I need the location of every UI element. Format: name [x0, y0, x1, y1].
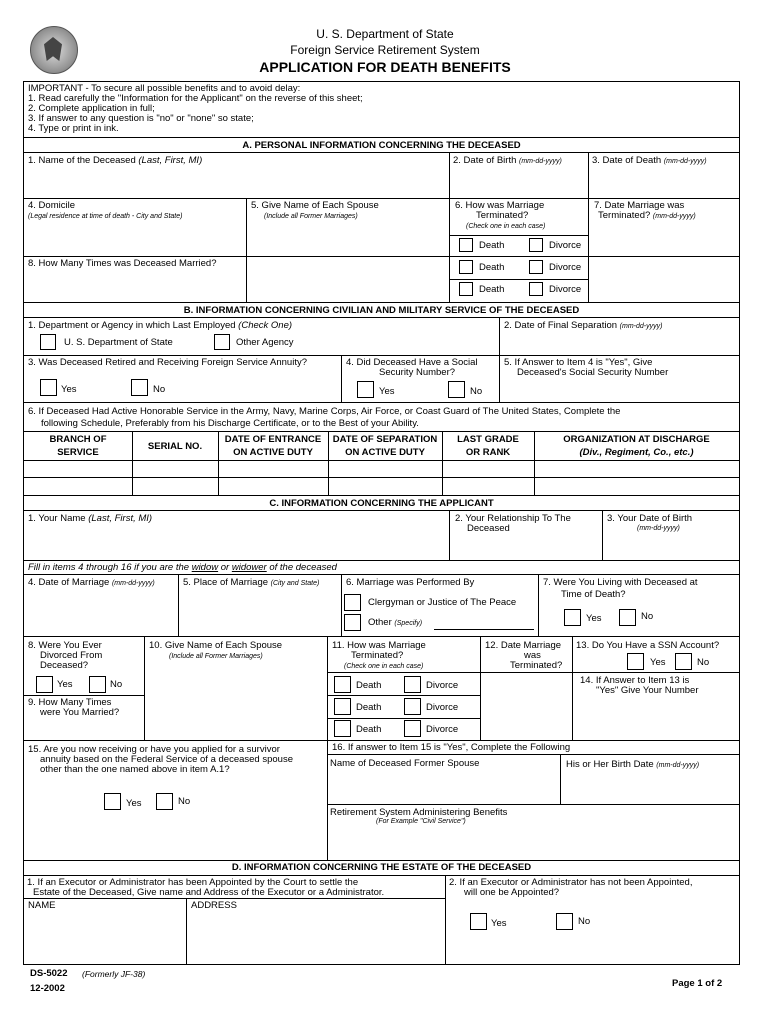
executor-appointed-label: 2. If an Executor or Administrator has not been Appointed,: [449, 877, 693, 888]
living-with-label: 7. Were You Living with Deceased at: [543, 577, 698, 588]
page-number: Page 1 of 2: [672, 978, 723, 989]
marriage-place-label: 5. Place of Marriage (City and State): [183, 577, 320, 588]
relationship-label: 2. Your Relationship To The: [455, 513, 571, 524]
performed-by-label: 6. Marriage was Performed By: [346, 577, 475, 588]
applicant-birth-label: 3. Your Date of Birth: [607, 513, 693, 524]
c-divorce-checkbox-2[interactable]: [404, 698, 421, 715]
c-times-married-label: 9. How Many Times: [28, 697, 112, 708]
domicile-label: 4. Domicile: [28, 200, 75, 211]
section-a-title: A. PERSONAL INFORMATION CONCERNING THE DECEASED: [242, 140, 521, 151]
col-grade: LAST GRADE: [457, 434, 519, 445]
a6-divorce-checkbox-2[interactable]: [529, 260, 543, 274]
executor-yes-checkbox[interactable]: [470, 913, 487, 930]
important-item-3: 3. If answer to any question is "no" or "none" so state;: [28, 113, 254, 124]
survivor-annuity-label: 15. Are you now receiving or have you applied for a survivor: [28, 744, 280, 755]
c-divorce-checkbox-1[interactable]: [404, 676, 421, 693]
section-c-title: C. INFORMATION CONCERNING THE APPLICANT: [269, 498, 494, 509]
section-b-title: B. INFORMATION CONCERNING CIVILIAN AND MILITARY SERVICE OF THE DECEASED: [183, 305, 580, 316]
marriage-date-label: 4. Date of Marriage (mm-dd-yyyy): [28, 577, 155, 588]
dept-state-checkbox[interactable]: [40, 334, 56, 350]
former-spouse-birth-label: His or Her Birth Date (mm-dd-yyyy): [566, 759, 700, 770]
executor-name-label: NAME: [28, 900, 56, 911]
termination-date-label: 7. Date Marriage was: [594, 200, 685, 211]
times-married-label: 8. How Many Times was Deceased Married?: [28, 258, 217, 269]
section-d-title: D. INFORMATION CONCERNING THE ESTATE OF THE DECEASED: [231, 862, 532, 873]
other-officiant-checkbox[interactable]: [344, 614, 361, 631]
divorced-label: 8. Were You Ever: [28, 640, 102, 651]
ssn-no-checkbox[interactable]: [448, 381, 465, 398]
annuity-label: 3. Was Deceased Retired and Receiving Foreign Service Annuity?: [28, 357, 307, 368]
c-death-checkbox-1[interactable]: [334, 676, 351, 693]
formerly-label: (Formerly JF-38): [82, 969, 146, 979]
executor-label: 1. If an Executor or Administrator has been Appointed by the Court to settle the: [27, 877, 359, 888]
important-item-4: 4. Type or print in ink.: [28, 123, 119, 134]
a6-divorce-checkbox-3[interactable]: [529, 282, 543, 296]
a6-death-checkbox-3[interactable]: [459, 282, 473, 296]
form-title: APPLICATION FOR DEATH BENEFITS: [259, 59, 511, 75]
c-spouse-names-label: 10. Give Name of Each Spouse: [149, 640, 283, 651]
application-form: IMPORTANT - To secure all possible benefits and to avoid delay: 1. Read carefully the "Information for the Applicant" on the reverse of this sheet; 2. Complete application in full; 3. If answer to any question is "no" or "none" so state; 4. Type or print in ink. A. PERSONAL INFORMATION CONCERNING THE DECEASED 1. Name of the Deceased (Last, First, MI) 2. Date of Birth (mm-dd-yyyy) 3. Date of Death (mm-dd-yyyy) 4. Domicile (Legal residence at time of death - City and State) 5. Give Name of Each Spouse (Include all Former Marriages) 6. How was Marriage Terminated? (Check one in each case) 7. Date Marriage was Terminated? (mm-dd-yyyy) Death Divorce 8. How Many Times was Deceased Married? Death Divorce Death Divorce B. INFORMATION CONCERNING CIVILIAN AND MILITARY SERVICE OF THE DECEASED 1. Department or Agency in which Last Employed (Check One) 2. Date of Final Separation (mm-dd-yyyy) U. S. Department of State Other Agency 3. Was Deceased Retired and Receiving Foreign Service Annuity? 4. Did Deceased Have a Social Security Number? 5. If Answer to Item 4 is "Yes", Give Deceased's Social Security Number Yes No Yes No 6. If Deceased Had Active Honorable Service in the Army, Navy, Marine Corps, Air Force, or Coast Guard of The United States, Complete the following Schedule, Preferably from his Discharge Certificate, or to the Best of your Ability. BRANCH OF SERVICE SERIAL NO. DATE OF ENTRANCE ON ACTIVE DUTY DATE OF SEPARATION ON ACTIVE DUTY LAST GRADE OR RANK ORGANIZATION AT DISCHARGE (Div., Regiment, Co., etc.) C. INFORMATION CONCERNING THE APPLICANT 1. Your Name (Last, First, MI) 2. Your Relationship To The Deceased 3. Your Date of Birth (mm-dd-yyyy) Fill in items 4 through 16 if you are the widow or widower of the deceased 4. Date of Marriage (mm-dd-yyyy) 5. Place of Marriage (City and State) 6. Marriage was Performed By Clergyman or Justice of The Peace Other (Specify) 7. Were You Living with Deceased at Time of Death? Yes No 8. Were You Ever Divorced From Deceased? 10. Give Name of Each Spouse (Include all Former Marriages) 11. How was Marriage Terminated? (Check one in each case) 12. Date Marriage was Terminated? 13. Do You Have a SSN Account? Yes No 14. If Answer to Item 13 is "Yes" Give Your Number Yes No 9. How Many Times were You Married? Death Divorce Death Divorce Death Divorce 15. Are you now receiving or have you applied for a survivor annuity based on the Federal Service of a deceased spouse other than the one named above in item A.1? Yes No 16. If answer to Item 15 is "Yes", Complete the Following Name of Deceased Former Spouse His or Her Birth Date (mm-dd-yyyy) Retirement System Administering Benefits (For Example "Civil Service"): [23, 81, 740, 861]
domicile-hint: (Legal residence at time of death - City and State): [28, 213, 183, 220]
ssn-question-label: 4. Did Deceased Have a Social: [346, 357, 478, 368]
a6-death-checkbox-1[interactable]: [459, 238, 473, 252]
form-date: 12-2002: [30, 983, 65, 994]
survivor-yes-checkbox[interactable]: [104, 793, 121, 810]
ssn-account-label: 13. Do You Have a SSN Account?: [576, 640, 720, 651]
death-date-label: 3. Date of Death (mm-dd-yyyy): [592, 155, 707, 166]
c-divorce-checkbox-3[interactable]: [404, 720, 421, 737]
spouse-names-label: 5. Give Name of Each Spouse: [251, 200, 379, 211]
executor-address-label: ADDRESS: [191, 900, 237, 911]
other-agency-checkbox[interactable]: [214, 334, 230, 350]
applicant-name-label: 1. Your Name (Last, First, MI): [28, 513, 153, 524]
widow-instructions: Fill in items 4 through 16 if you are the widow or widower of the deceased: [28, 562, 337, 573]
a6-divorce-checkbox-1[interactable]: [529, 238, 543, 252]
col-branch: BRANCH OF: [49, 434, 107, 445]
annuity-no-checkbox[interactable]: [131, 379, 148, 396]
important-heading: IMPORTANT - To secure all possible benefits and to avoid delay:: [28, 83, 301, 94]
living-yes-checkbox[interactable]: [564, 609, 581, 626]
executor-no-checkbox[interactable]: [556, 913, 573, 930]
survivor-no-checkbox[interactable]: [156, 793, 173, 810]
a6-death-checkbox-2[interactable]: [459, 260, 473, 274]
marriage-terminated-label: 6. How was Marriage: [455, 200, 545, 211]
military-service-label: 6. If Deceased Had Active Honorable Service in the Army, Navy, Marine Corps, Air Force, or Coast Guard of The United States, Complete the: [28, 406, 621, 417]
retirement-system-label: Retirement System Administering Benefits: [330, 807, 508, 818]
system-name: Foreign Service Retirement System: [290, 43, 480, 57]
c-marriage-terminated-label: 11. How was Marriage: [332, 640, 426, 651]
ssn-account-yes-checkbox[interactable]: [627, 653, 644, 670]
ssn-account-no-checkbox[interactable]: [675, 653, 692, 670]
col-separation: DATE OF SEPARATION: [332, 434, 438, 445]
ssn-yes-checkbox[interactable]: [357, 381, 374, 398]
last-agency-label: 1. Department or Agency in which Last Employed (Check One): [28, 320, 293, 331]
c-death-checkbox-2[interactable]: [334, 698, 351, 715]
divorced-yes-checkbox[interactable]: [36, 676, 53, 693]
col-serial: SERIAL NO.: [147, 441, 203, 452]
c-death-checkbox-3[interactable]: [334, 720, 351, 737]
former-spouse-name-label: Name of Deceased Former Spouse: [330, 758, 480, 769]
former-spouse-section-label: 16. If answer to Item 15 is "Yes", Complete the Following: [332, 742, 571, 753]
col-entrance: DATE OF ENTRANCE: [224, 434, 322, 445]
spouse-names-hint: (Include all Former Marriages): [264, 213, 358, 220]
your-ssn-label: 14. If Answer to Item 13 is: [580, 675, 690, 686]
important-item-1: 1. Read carefully the "Information for the Applicant" on the reverse of this sheet;: [28, 93, 363, 104]
form-number: DS-5022: [30, 968, 68, 979]
annuity-yes-checkbox[interactable]: [40, 379, 57, 396]
ssn-number-label: 5. If Answer to Item 4 is "Yes", Give: [504, 357, 653, 368]
deceased-name-label: 1. Name of the Deceased (Last, First, MI): [28, 155, 203, 166]
department-name: U. S. Department of State: [316, 27, 454, 41]
c-termination-date-label: 12. Date Marriage: [485, 640, 562, 651]
divorced-no-checkbox[interactable]: [89, 676, 106, 693]
col-organization: ORGANIZATION AT DISCHARGE: [563, 434, 710, 445]
clergyman-checkbox[interactable]: [344, 594, 361, 611]
final-separation-label: 2. Date of Final Separation (mm-dd-yyyy): [504, 320, 663, 331]
living-no-checkbox[interactable]: [619, 609, 636, 626]
birth-date-label: 2. Date of Birth (mm-dd-yyyy): [453, 155, 562, 166]
important-item-2: 2. Complete application in full;: [28, 103, 155, 114]
